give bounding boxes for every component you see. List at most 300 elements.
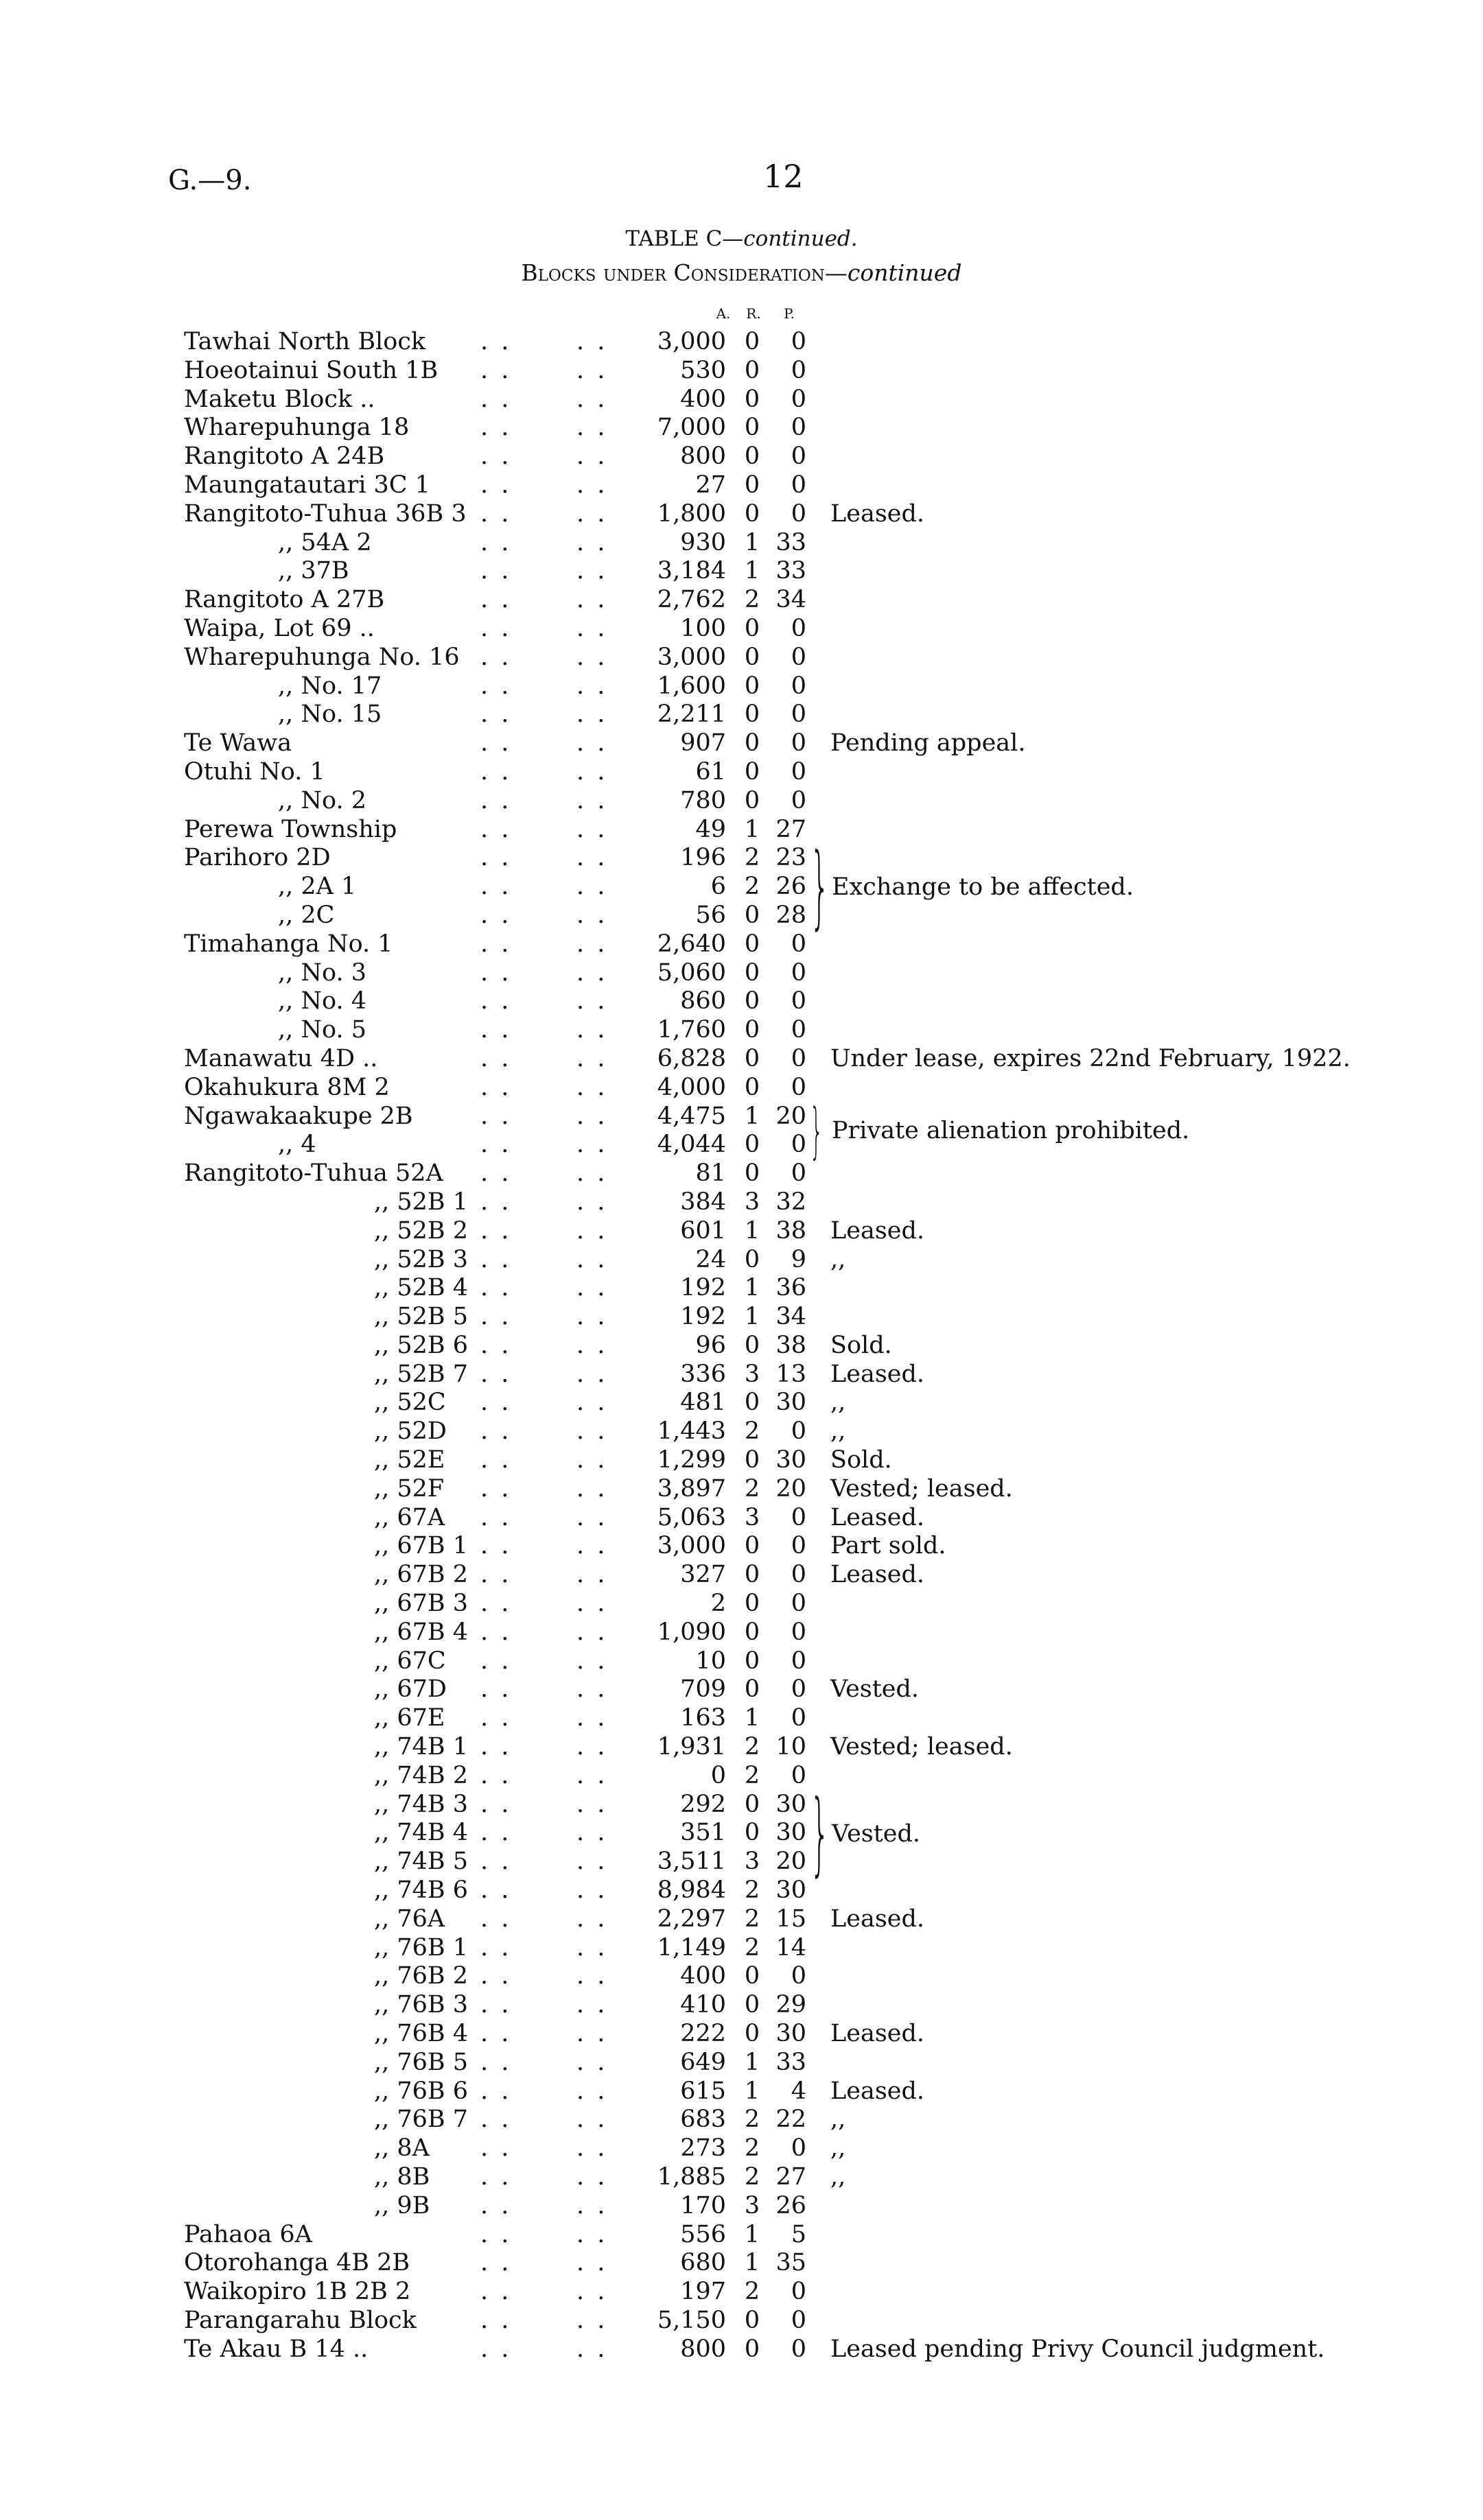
table-row: [0, 1675, 1483, 1704]
leader-dots: . .: [480, 1733, 512, 1761]
leader-dots: . .: [480, 471, 512, 499]
leader-dots: . .: [576, 2048, 608, 2076]
leader-dots: . .: [480, 815, 512, 843]
column-header-roods: R.: [746, 305, 761, 322]
table-row: [0, 1819, 1483, 1848]
leader-dots: . .: [480, 958, 512, 987]
perches-value: 20: [775, 1102, 806, 1130]
roods-value: 0: [744, 1446, 760, 1474]
block-name: Pahaoa 6A: [184, 2220, 312, 2248]
acres-value: 3,000: [657, 328, 726, 355]
roods-value: 0: [744, 987, 760, 1015]
table-row: [0, 1103, 1483, 1131]
remark: ,,: [830, 2134, 846, 2163]
acres-value: 930: [680, 528, 726, 556]
leader-dots: . .: [576, 901, 608, 929]
perches-value: 0: [791, 443, 806, 471]
table-row: [0, 386, 1483, 414]
perches-value: 33: [775, 528, 806, 556]
roods-value: 0: [744, 1675, 760, 1704]
table-row: [0, 672, 1483, 701]
remark: Sold.: [830, 1331, 892, 1359]
remark: Leased.: [830, 1561, 925, 1589]
perches-value: 0: [791, 1503, 806, 1531]
leader-dots: . .: [576, 815, 608, 843]
roods-value: 0: [744, 499, 760, 528]
perches-value: 0: [791, 930, 806, 958]
roods-value: 1: [744, 2249, 760, 2277]
leader-dots: . .: [576, 1675, 608, 1704]
table-row: [0, 1848, 1483, 1876]
roods-value: 2: [744, 1417, 760, 1446]
block-name: ,, 74B 6: [374, 1876, 469, 1905]
perches-value: 0: [791, 1532, 806, 1560]
perches-value: 27: [775, 2163, 806, 2191]
remark: Leased.: [830, 2077, 925, 2105]
acres-value: 2,297: [657, 1905, 726, 1933]
leader-dots: . .: [576, 499, 608, 528]
perches-value: 0: [791, 2134, 806, 2163]
perches-value: 0: [791, 1073, 806, 1101]
roods-value: 0: [744, 385, 760, 413]
table-row: [0, 2192, 1483, 2221]
leader-dots: . .: [480, 1360, 512, 1388]
acres-value: 860: [680, 987, 726, 1015]
perches-value: 26: [775, 873, 806, 901]
leader-dots: . .: [576, 1876, 608, 1905]
block-name: ,, 76B 7: [374, 2106, 469, 2134]
block-name: ,, No. 4: [278, 987, 366, 1015]
table-row: [0, 1791, 1483, 1820]
acres-value: 100: [680, 614, 726, 642]
perches-value: 30: [775, 1389, 806, 1417]
perches-value: 0: [791, 1044, 806, 1072]
acres-value: 6,828: [657, 1044, 726, 1072]
acres-value: 780: [680, 786, 726, 814]
block-name: ,, No. 5: [278, 1016, 366, 1044]
table-row: [0, 644, 1483, 672]
block-name: Te Akau B 14 ..: [184, 2335, 369, 2363]
block-name: ,, 67B 2: [374, 1561, 469, 1589]
perches-value: 0: [791, 786, 806, 814]
roods-value: 1: [744, 1102, 760, 1130]
block-name: ,, 52B 5: [374, 1303, 469, 1331]
column-header-acres: A.: [716, 305, 731, 322]
leader-dots: . .: [576, 2191, 608, 2219]
remark: Pending appeal.: [830, 729, 1026, 757]
table-row: [0, 1561, 1483, 1590]
table-row: [0, 959, 1483, 988]
leader-dots: . .: [480, 614, 512, 642]
leader-dots: . .: [480, 1675, 512, 1704]
acres-value: 197: [680, 2278, 726, 2306]
leader-dots: . .: [480, 328, 512, 355]
block-name: Maungatautari 3C 1: [184, 471, 430, 499]
acres-value: 384: [680, 1188, 726, 1216]
document-code: G.—9.: [168, 165, 252, 196]
perches-value: 0: [791, 385, 806, 413]
acres-value: 61: [695, 757, 726, 786]
leader-dots: . .: [576, 700, 608, 729]
perches-value: 0: [791, 2335, 806, 2363]
perches-value: 0: [791, 1761, 806, 1789]
acres-value: 709: [680, 1675, 726, 1704]
table-row: [0, 2020, 1483, 2049]
leader-dots: . .: [480, 1474, 512, 1503]
roods-value: 0: [744, 1647, 760, 1675]
leader-dots: . .: [480, 786, 512, 814]
perches-value: 10: [775, 1733, 806, 1761]
table-row: [0, 1934, 1483, 1963]
perches-value: 26: [775, 2191, 806, 2219]
perches-value: 0: [791, 499, 806, 528]
page-number: 12: [763, 158, 804, 195]
leader-dots: . .: [576, 672, 608, 700]
roods-value: 0: [744, 786, 760, 814]
perches-value: 35: [775, 2249, 806, 2277]
roods-value: 1: [744, 557, 760, 585]
roods-value: 0: [744, 471, 760, 499]
roods-value: 2: [744, 2278, 760, 2306]
leader-dots: . .: [480, 2306, 512, 2334]
roods-value: 0: [744, 614, 760, 642]
acres-value: 10: [695, 1647, 726, 1675]
leader-dots: . .: [480, 2134, 512, 2163]
leader-dots: . .: [576, 1245, 608, 1273]
group-remark: Exchange to be affected.: [832, 873, 1134, 902]
table-row: [0, 557, 1483, 586]
perches-value: 20: [775, 1848, 806, 1876]
acres-value: 96: [695, 1331, 726, 1359]
acres-value: 601: [680, 1216, 726, 1245]
block-name: Rangitoto-Tuhua 36B 3: [184, 499, 467, 528]
roods-value: 0: [744, 1159, 760, 1188]
roods-value: 2: [744, 1905, 760, 1933]
table-subtitle: [0, 259, 1483, 286]
roods-value: 0: [744, 1131, 760, 1159]
remark: Vested; leased.: [830, 1733, 1013, 1761]
roods-value: 2: [744, 1733, 760, 1761]
roods-value: 0: [744, 1962, 760, 1990]
table-row: [0, 816, 1483, 845]
perches-value: 30: [775, 2020, 806, 2048]
leader-dots: . .: [480, 1446, 512, 1474]
table-title-italic: continued.: [743, 226, 858, 251]
leader-dots: . .: [576, 528, 608, 556]
leader-dots: . .: [576, 1446, 608, 1474]
leader-dots: . .: [480, 1790, 512, 1818]
table-row: [0, 1131, 1483, 1159]
leader-dots: . .: [480, 757, 512, 786]
acres-value: 3,897: [657, 1474, 726, 1503]
roods-value: 0: [744, 1331, 760, 1359]
perches-value: 5: [791, 2220, 806, 2248]
acres-value: 4,000: [657, 1073, 726, 1101]
block-name: ,, 76B 6: [374, 2077, 469, 2105]
block-name: ,, 8B: [374, 2163, 430, 2191]
block-name: ,, 74B 4: [374, 1819, 469, 1847]
table-row: [0, 1618, 1483, 1647]
block-name: ,, No. 2: [278, 786, 366, 814]
leader-dots: . .: [576, 1131, 608, 1159]
roods-value: 3: [744, 2191, 760, 2219]
table-row: [0, 2134, 1483, 2163]
leader-dots: . .: [480, 643, 512, 671]
perches-value: 0: [791, 471, 806, 499]
table-row: [0, 787, 1483, 816]
block-name: Wharepuhunga No. 16: [184, 643, 460, 671]
leader-dots: . .: [576, 930, 608, 958]
block-name: ,, 8A: [374, 2134, 430, 2163]
leader-dots: . .: [480, 729, 512, 757]
table-row: [0, 987, 1483, 1016]
leader-dots: . .: [576, 1102, 608, 1130]
acres-value: 81: [695, 1159, 726, 1188]
perches-value: 0: [791, 1647, 806, 1675]
leader-dots: . .: [480, 1417, 512, 1446]
leader-dots: . .: [576, 471, 608, 499]
leader-dots: . .: [480, 2278, 512, 2306]
remark: Leased.: [830, 1905, 925, 1933]
acres-value: 273: [680, 2134, 726, 2163]
acres-value: 683: [680, 2106, 726, 2134]
roods-value: 0: [744, 729, 760, 757]
brace-icon: }: [810, 1095, 824, 1166]
acres-value: 1,600: [657, 672, 726, 700]
acres-value: 3,000: [657, 643, 726, 671]
leader-dots: . .: [576, 2249, 608, 2277]
acres-value: 1,443: [657, 1417, 726, 1446]
roods-value: 3: [744, 1360, 760, 1388]
block-name: ,, 74B 2: [374, 1761, 469, 1789]
leader-dots: . .: [576, 958, 608, 987]
roods-value: 0: [744, 356, 760, 384]
leader-dots: . .: [480, 1991, 512, 2019]
block-name: ,, 67E: [374, 1704, 445, 1732]
leader-dots: . .: [480, 557, 512, 585]
leader-dots: . .: [480, 1905, 512, 1933]
remark: ,,: [830, 2106, 846, 2134]
perches-value: 0: [791, 414, 806, 442]
perches-value: 30: [775, 1819, 806, 1847]
acres-value: 192: [680, 1274, 726, 1302]
block-name: Perewa Township: [184, 815, 397, 843]
roods-value: 0: [744, 672, 760, 700]
table-row: [0, 1074, 1483, 1103]
block-name: ,, 76B 5: [374, 2048, 469, 2076]
block-name: ,, 76B 3: [374, 1991, 469, 2019]
leader-dots: . .: [480, 2191, 512, 2219]
table-row: [0, 443, 1483, 471]
perches-value: 33: [775, 557, 806, 585]
block-name: ,, 52B 4: [374, 1274, 469, 1302]
block-name: ,, 67B 1: [374, 1532, 469, 1560]
group-remark: Vested.: [832, 1820, 921, 1848]
acres-value: 400: [680, 385, 726, 413]
table-row: [0, 1417, 1483, 1446]
table-row: [0, 414, 1483, 443]
acres-value: 1,090: [657, 1618, 726, 1646]
table-row: [0, 2106, 1483, 2134]
perches-value: 34: [775, 1303, 806, 1331]
perches-value: 0: [791, 1159, 806, 1188]
perches-value: 0: [791, 1590, 806, 1618]
acres-value: 800: [680, 443, 726, 471]
remark: Part sold.: [830, 1532, 946, 1560]
table-row: [0, 1016, 1483, 1045]
table-row: [0, 1876, 1483, 1905]
leader-dots: . .: [576, 1044, 608, 1072]
roods-value: 0: [744, 328, 760, 355]
acres-value: 3,184: [657, 557, 726, 585]
remark: ,,: [830, 1389, 846, 1417]
roods-value: 0: [744, 2306, 760, 2334]
perches-value: 0: [791, 987, 806, 1015]
leader-dots: . .: [576, 1532, 608, 1560]
leader-dots: . .: [576, 1303, 608, 1331]
perches-value: 0: [791, 2278, 806, 2306]
leader-dots: . .: [576, 1991, 608, 2019]
perches-value: 28: [775, 901, 806, 929]
acres-value: 7,000: [657, 414, 726, 442]
leader-dots: . .: [480, 700, 512, 729]
table-row: [0, 1246, 1483, 1275]
leader-dots: . .: [576, 2220, 608, 2248]
table-row: [0, 1905, 1483, 1934]
block-name: ,, 67A: [374, 1503, 445, 1531]
leader-dots: . .: [576, 356, 608, 384]
roods-value: 1: [744, 528, 760, 556]
block-name: ,, 76B 2: [374, 1962, 469, 1990]
table-title-main: TABLE C—: [625, 226, 744, 251]
acres-value: 196: [680, 844, 726, 872]
table-row: [0, 2077, 1483, 2106]
perches-value: 0: [791, 729, 806, 757]
table-row: [0, 2249, 1483, 2278]
roods-value: 2: [744, 1933, 760, 1962]
acres-value: 5,060: [657, 958, 726, 987]
leader-dots: . .: [480, 1618, 512, 1646]
roods-value: 0: [744, 930, 760, 958]
perches-value: 0: [791, 672, 806, 700]
roods-value: 0: [744, 1561, 760, 1589]
acres-value: 4,044: [657, 1131, 726, 1159]
acres-value: 192: [680, 1303, 726, 1331]
table-row: [0, 1274, 1483, 1303]
leader-dots: . .: [480, 2335, 512, 2363]
acres-value: 2: [710, 1590, 726, 1618]
roods-value: 0: [744, 414, 760, 442]
leader-dots: . .: [576, 2106, 608, 2134]
table-subtitle-italic: continued: [847, 259, 962, 286]
perches-value: 27: [775, 815, 806, 843]
block-name: ,, 52B 2: [374, 1216, 469, 1245]
block-name: Wharepuhunga 18: [184, 414, 410, 442]
block-name: Rangitoto-Tuhua 52A: [184, 1159, 443, 1188]
leader-dots: . .: [576, 2335, 608, 2363]
acres-value: 1,931: [657, 1733, 726, 1761]
roods-value: 3: [744, 1503, 760, 1531]
table-row: [0, 1217, 1483, 1246]
roods-value: 1: [744, 1704, 760, 1732]
roods-value: 1: [744, 2077, 760, 2105]
table-row: [0, 500, 1483, 529]
brace-icon: }: [810, 834, 830, 940]
leader-dots: . .: [480, 1102, 512, 1130]
table-row: [0, 758, 1483, 787]
perches-value: 0: [791, 356, 806, 384]
leader-dots: . .: [576, 643, 608, 671]
perches-value: 34: [775, 586, 806, 614]
leader-dots: . .: [480, 987, 512, 1015]
roods-value: 0: [744, 1590, 760, 1618]
roods-value: 0: [744, 1790, 760, 1818]
leader-dots: . .: [480, 1274, 512, 1302]
acres-value: 481: [680, 1389, 726, 1417]
block-name: Okahukura 8M 2: [184, 1073, 390, 1101]
leader-dots: . .: [576, 757, 608, 786]
acres-value: 1,149: [657, 1933, 726, 1962]
table-row: [0, 1475, 1483, 1504]
table-row: [0, 2307, 1483, 2335]
block-name: ,, 52F: [374, 1474, 445, 1503]
table-row: [0, 1303, 1483, 1332]
brace-icon: }: [810, 1780, 830, 1886]
perches-value: 0: [791, 1618, 806, 1646]
block-name: ,, 52E: [374, 1446, 445, 1474]
table-row: [0, 1188, 1483, 1217]
roods-value: 0: [744, 958, 760, 987]
block-name: Ngawakaakupe 2B: [184, 1102, 413, 1130]
perches-value: 0: [791, 1417, 806, 1446]
leader-dots: . .: [480, 1647, 512, 1675]
block-name: ,, 4: [278, 1131, 316, 1159]
block-name: Waipa, Lot 69 ..: [184, 614, 375, 642]
roods-value: 3: [744, 1848, 760, 1876]
leader-dots: . .: [576, 2306, 608, 2334]
leader-dots: . .: [576, 729, 608, 757]
table-row: [0, 471, 1483, 500]
block-name: Manawatu 4D ..: [184, 1044, 378, 1072]
leader-dots: . .: [576, 614, 608, 642]
block-name: ,, No. 17: [278, 672, 382, 700]
leader-dots: . .: [480, 1131, 512, 1159]
acres-value: 1,299: [657, 1446, 726, 1474]
table-row: [0, 1991, 1483, 2020]
roods-value: 0: [744, 757, 760, 786]
leader-dots: . .: [480, 356, 512, 384]
roods-value: 0: [744, 643, 760, 671]
remark: Under lease, expires 22nd February, 1922.: [830, 1044, 1351, 1072]
block-name: ,, 76B 1: [374, 1933, 469, 1962]
leader-dots: . .: [576, 1962, 608, 1990]
group-remark: Private alienation prohibited.: [832, 1117, 1190, 1145]
table-row: [0, 1045, 1483, 1074]
roods-value: 2: [744, 2163, 760, 2191]
block-name: ,, 2A 1: [278, 873, 357, 901]
leader-dots: . .: [480, 586, 512, 614]
perches-value: 38: [775, 1216, 806, 1245]
roods-value: 1: [744, 2048, 760, 2076]
leader-dots: . .: [480, 2077, 512, 2105]
acres-value: 2,640: [657, 930, 726, 958]
perches-value: 32: [775, 1188, 806, 1216]
roods-value: 1: [744, 1216, 760, 1245]
leader-dots: . .: [480, 1016, 512, 1044]
block-name: Rangitoto A 27B: [184, 586, 385, 614]
roods-value: 0: [744, 1245, 760, 1273]
perches-value: 33: [775, 2048, 806, 2076]
